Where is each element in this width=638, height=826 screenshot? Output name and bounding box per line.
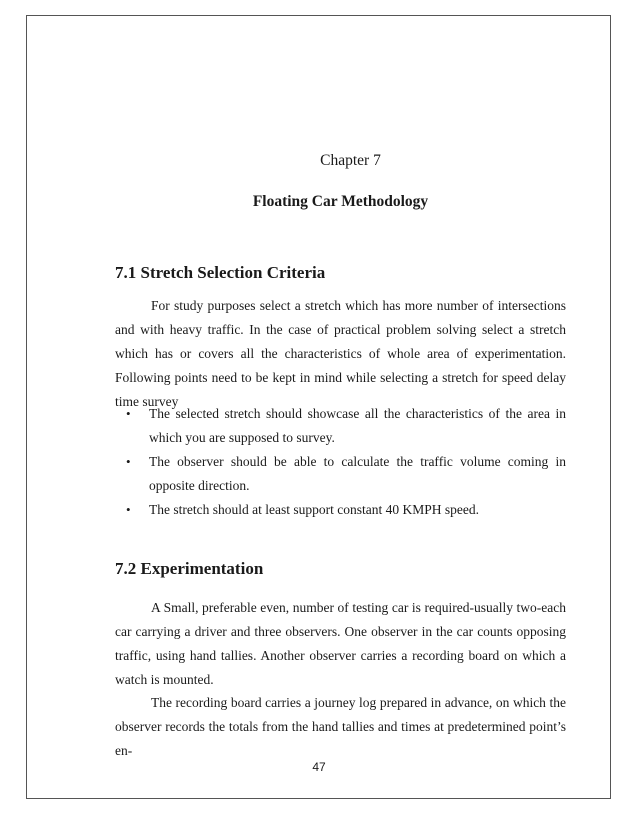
section-heading-7-1: 7.1 Stretch Selection Criteria [115, 263, 326, 282]
list-item-text: The observer should be able to calculate the traffic volume coming in opposite direction. [149, 454, 566, 493]
list-item [115, 402, 566, 450]
list-item [115, 498, 566, 522]
list-item-text: The selected stretch should showcase all the characteristics of the area in which you are supposed to survey. [149, 406, 566, 445]
section-7-2-paragraph-1: A Small, preferable even, number of testing car is required-usually two-each car carrying a driver and three observers. One observer in the car counts opposing traffic, using hand tallies. Another observer carries a recording board on which a watch is mounted. [115, 600, 566, 687]
list-item [115, 450, 566, 498]
bullet-icon: • [126, 406, 131, 421]
stretch-criteria-list [115, 402, 566, 522]
bullet-icon: • [126, 502, 131, 517]
section-heading-7-2: 7.2 Experimentation [115, 559, 264, 578]
page-number: 47 [312, 760, 326, 774]
section-7-1-paragraph: For study purposes select a stretch which has more number of intersections and with heavy traffic. In the case of practical problem solving select a stretch which has or covers all the characteristics of whole area of experimentation. Following points need to be kept in mind while selecting a stretch for speed delay time survey [115, 298, 566, 409]
list-item-text: The stretch should at least support constant 40 KMPH speed. [149, 502, 479, 517]
chapter-number: Chapter 7 [320, 152, 381, 169]
section-7-2-paragraph-2: The recording board carries a journey log prepared in advance, on which the observer records the totals from the hand tallies and times at predetermined point’s en- [115, 695, 566, 758]
bullet-icon: • [126, 454, 131, 469]
chapter-title: Floating Car Methodology [252, 193, 429, 210]
